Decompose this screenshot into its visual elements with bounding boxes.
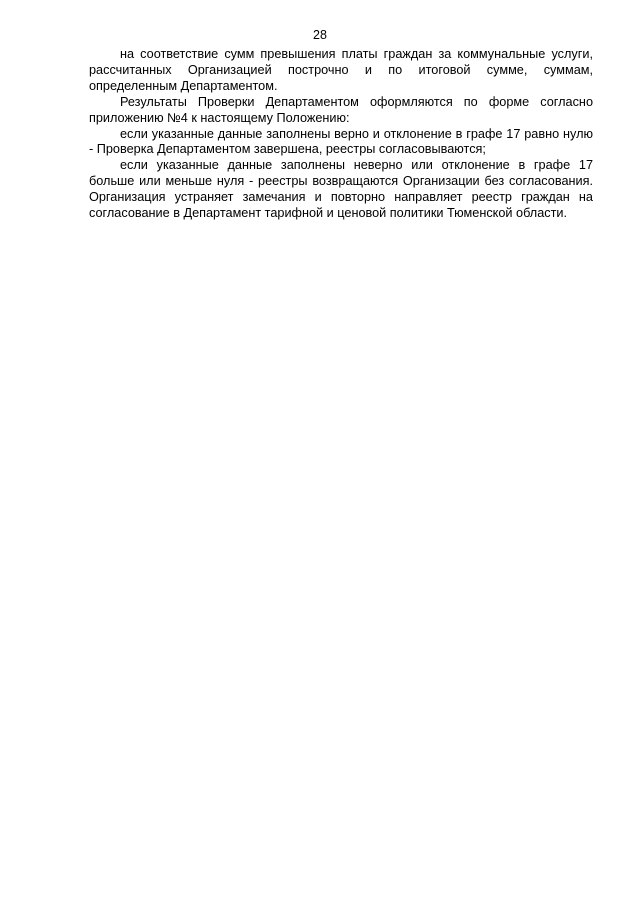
page-number: 28 [313, 28, 327, 42]
paragraph-correct-data-case: если указанные данные заполнены верно и отклонение в графе 17 равно нулю - Проверка Департаментом завершена, реестры согласовываются; [89, 126, 593, 157]
paragraph-results-form: Результаты Проверки Департаментом оформляются по форме согласно приложению №4 к настоящему Положению: [89, 94, 593, 125]
document-body [89, 47, 593, 222]
paragraph-comparison-check: на соответствие сумм превышения платы граждан за коммунальные услуги, рассчитанных Организацией построчно и по итоговой сумме, суммам, определенным Департаментом. [89, 47, 593, 93]
paragraph-incorrect-data-case: если указанные данные заполнены неверно или отклонение в графе 17 больше или меньше нуля - реестры возвращаются Организации без согласования. Организация устраняет замечания и повторно направляет реестр граждан на согласование в Департамент тарифной и ценовой политики Тюменской области. [89, 158, 593, 221]
